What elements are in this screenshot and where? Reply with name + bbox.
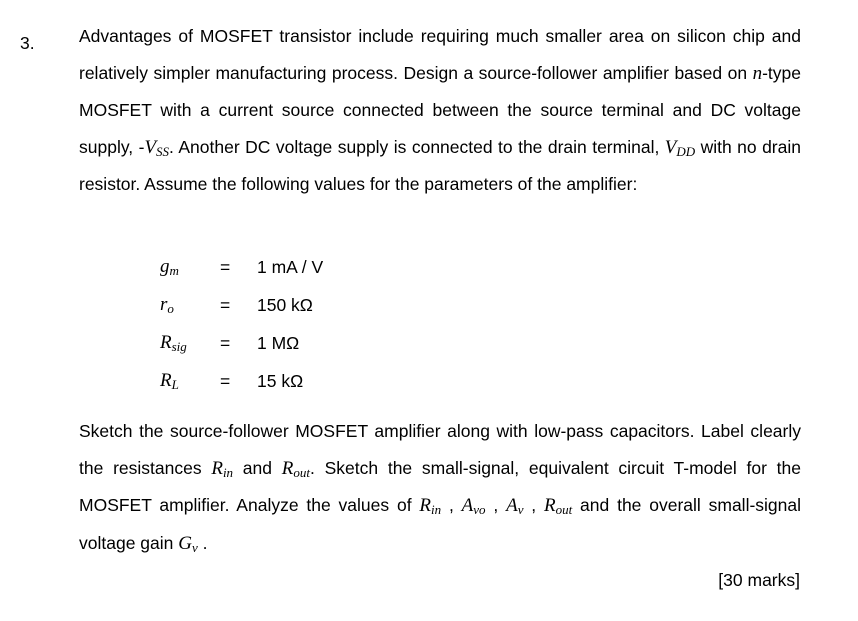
parameter-row-rl [160,362,460,400]
parameter-symbol: $R_{sig}$ [160,332,187,354]
question-task-paragraph [79,413,801,562]
separator: , [441,495,462,516]
separator: , [485,495,507,516]
parameter-symbol: $R_L$ [160,370,179,392]
task-text-5: . [197,532,208,553]
parameter-row-gm [160,248,460,286]
intro-text-3: . Another DC voltage supply is connected to the drain terminal, [169,136,665,157]
task-text-2: and [233,457,282,478]
equals-sign: = [220,295,231,315]
vdd-symbol: $V_{DD}$ [664,136,696,159]
intro-text-4: with no drain resistor. Assume the following values for the parameters of the amplifier: [79,136,801,195]
separator: , [523,495,544,516]
parameter-list [160,248,460,400]
parameter-value: 15 kΩ [257,371,304,391]
vss-symbol: $V_{SS}$ [144,136,170,159]
task-text-1: Sketch the source-follower MOSFET amplifier along with low-pass capacitors. Label clearly the resistances [79,421,801,478]
question-number: 3. [20,33,35,53]
parameter-row-ro [160,286,460,324]
task-text-4: and the overall small-signal voltage gain [79,495,802,553]
parameter-symbol: $r_o$ [160,294,174,316]
parameter-value: 150 kΩ [257,295,313,315]
rout-symbol: $R_{out}$ [281,457,310,480]
avo-symbol: $A_{vo}$ [461,495,486,518]
equals-sign: = [220,257,231,277]
equals-sign: = [220,371,231,391]
av-symbol: $A_v$ [506,495,524,518]
parameter-value: 1 MΩ [257,333,300,353]
parameter-symbol: $g_m$ [160,256,179,278]
parameter-value: 1 mA / V [257,257,324,277]
rin-symbol-2: $R_{in}$ [419,495,442,518]
intro-text-2: -type MOSFET with a current source connected between the source terminal and DC voltage supply, - [79,62,801,157]
equals-sign: = [220,333,231,353]
marks-label: [30 marks] [718,570,800,590]
intro-text-1: Advantages of MOSFET transistor include requiring much smaller area on silicon chip and relatively simpler manufacturing process. Design a source-follower amplifier based on [79,26,801,83]
question-intro-paragraph [79,18,801,203]
gv-symbol: $G_v$ [178,532,198,555]
parameter-row-rsig [160,324,460,362]
rin-symbol: $R_{in}$ [211,457,234,480]
task-text-3: . Sketch the small-signal, equivalent circuit T-model for the MOSFET amplifier. Analyze the values of [79,457,801,516]
n-type-symbol: n [752,62,763,84]
rout-symbol-2: $R_{out}$ [544,495,573,518]
